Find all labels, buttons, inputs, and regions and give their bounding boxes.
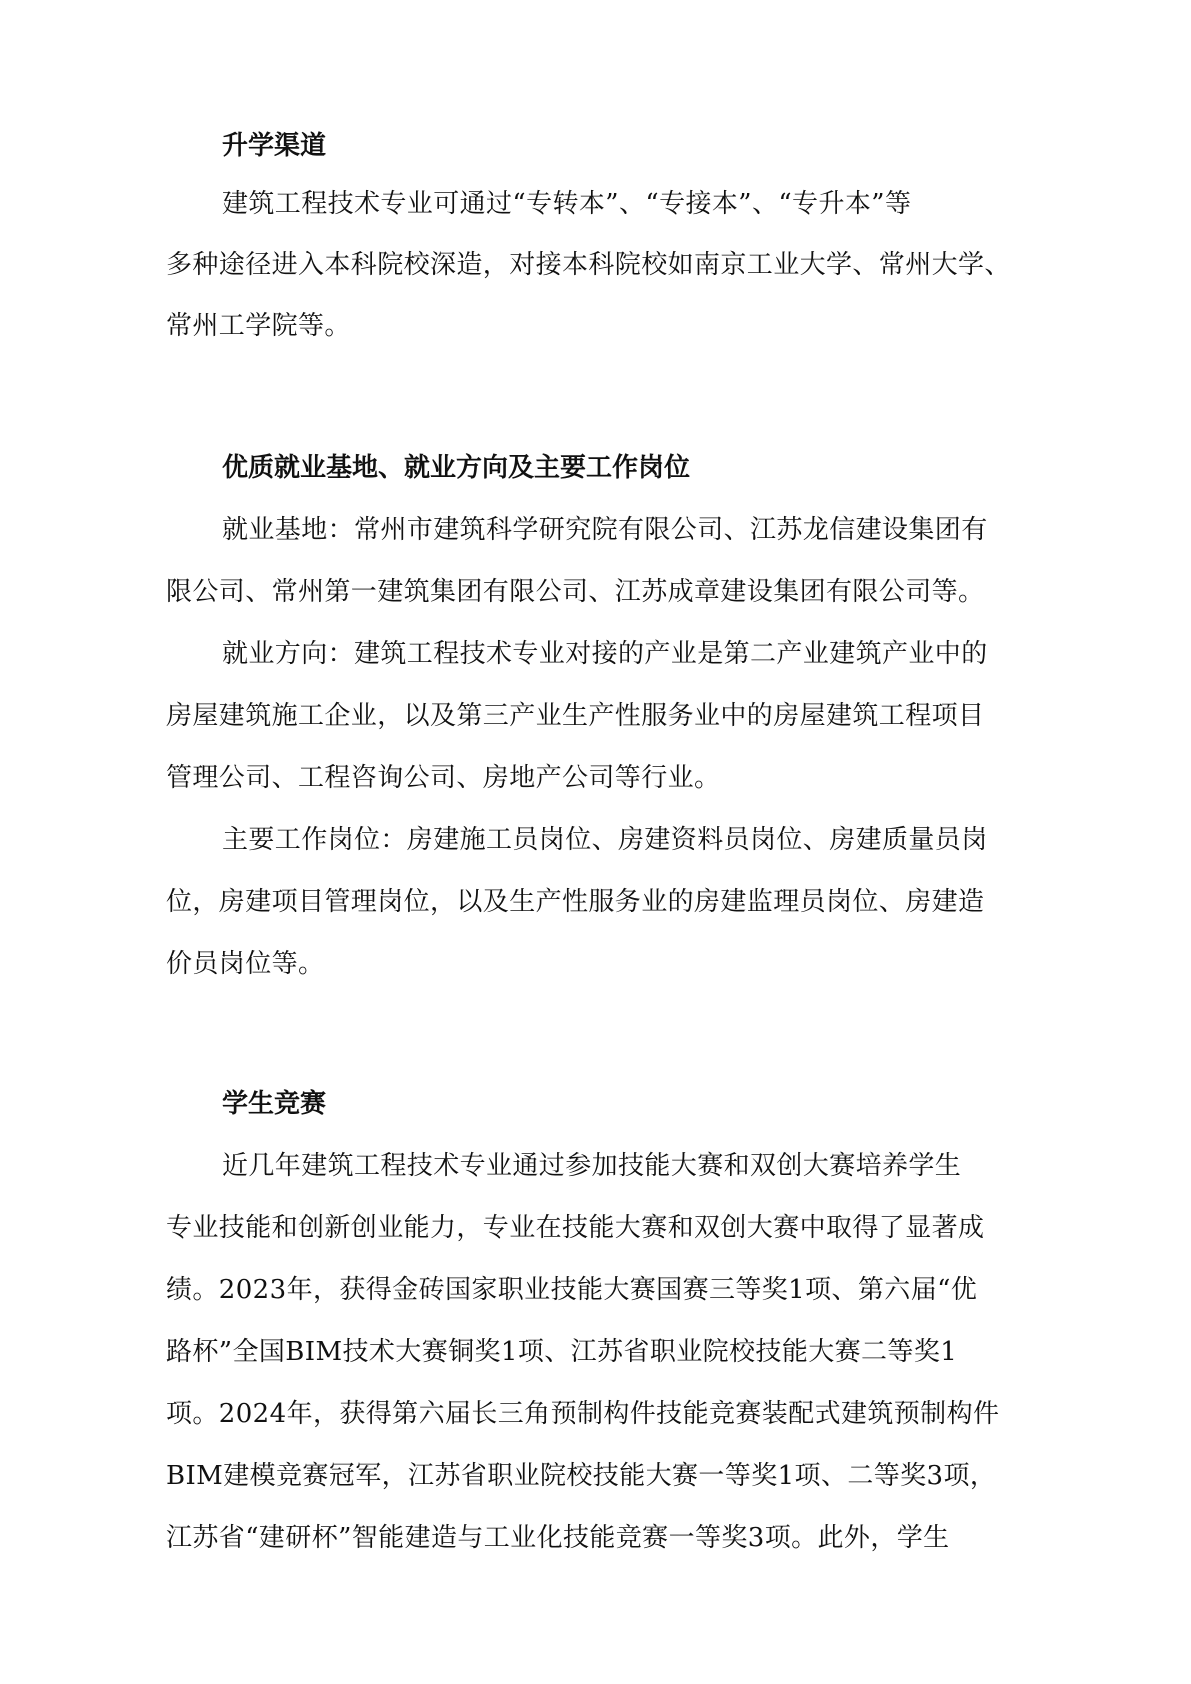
paragraph-line: 就业基地：常州市建筑科学研究院有限公司、江苏龙信建设集团有 [222, 515, 988, 545]
section-heading-employment: 优质就业基地、就业方向及主要工作岗位 [222, 453, 691, 483]
paragraph-line: 位，房建项目管理岗位，以及生产性服务业的房建监理员岗位、房建造 [166, 887, 985, 917]
paragraph-line: 项。2024年，获得第六届长三角预制构件技能竞赛装配式建筑预制构件 [166, 1399, 1000, 1429]
section-heading-further-study: 升学渠道 [222, 131, 327, 161]
paragraph-line: BIM建模竞赛冠军，江苏省职业院校技能大赛一等奖1项、二等奖3项， [166, 1461, 997, 1491]
paragraph-line: 就业方向：建筑工程技术专业对接的产业是第二产业建筑产业中的 [222, 639, 988, 669]
paragraph-line: 主要工作岗位：房建施工员岗位、房建资料员岗位、房建质量员岗 [222, 825, 988, 855]
paragraph-line: 常州工学院等。 [166, 311, 351, 341]
paragraph-line: 建筑工程技术专业可通过“专转本”、“专接本”、“专升本”等 [222, 189, 912, 219]
paragraph-line: 近几年建筑工程技术专业通过参加技能大赛和双创大赛培养学生 [222, 1151, 962, 1181]
paragraph-line: 价员岗位等。 [166, 949, 325, 979]
paragraph-line: 多种途径进入本科院校深造，对接本科院校如南京工业大学、常州大学、 [166, 250, 1011, 280]
paragraph-line: 限公司、常州第一建筑集团有限公司、江苏成章建设集团有限公司等。 [166, 577, 985, 607]
paragraph-line: 房屋建筑施工企业，以及第三产业生产性服务业中的房屋建筑工程项目 [166, 701, 985, 731]
paragraph-line: 专业技能和创新创业能力，专业在技能大赛和双创大赛中取得了显著成 [166, 1213, 985, 1243]
paragraph-line: 管理公司、工程咨询公司、房地产公司等行业。 [166, 763, 721, 793]
paragraph-line: 江苏省“建研杯”智能建造与工业化技能竞赛一等奖3项。此外，学生 [166, 1523, 950, 1553]
paragraph-line: 绩。2023年，获得金砖国家职业技能大赛国赛三等奖1项、第六届“优 [166, 1275, 978, 1305]
section-heading-competitions: 学生竞赛 [222, 1089, 327, 1119]
paragraph-line: 路杯”全国BIM技术大赛铜奖1项、江苏省职业院校技能大赛二等奖1 [166, 1337, 958, 1367]
